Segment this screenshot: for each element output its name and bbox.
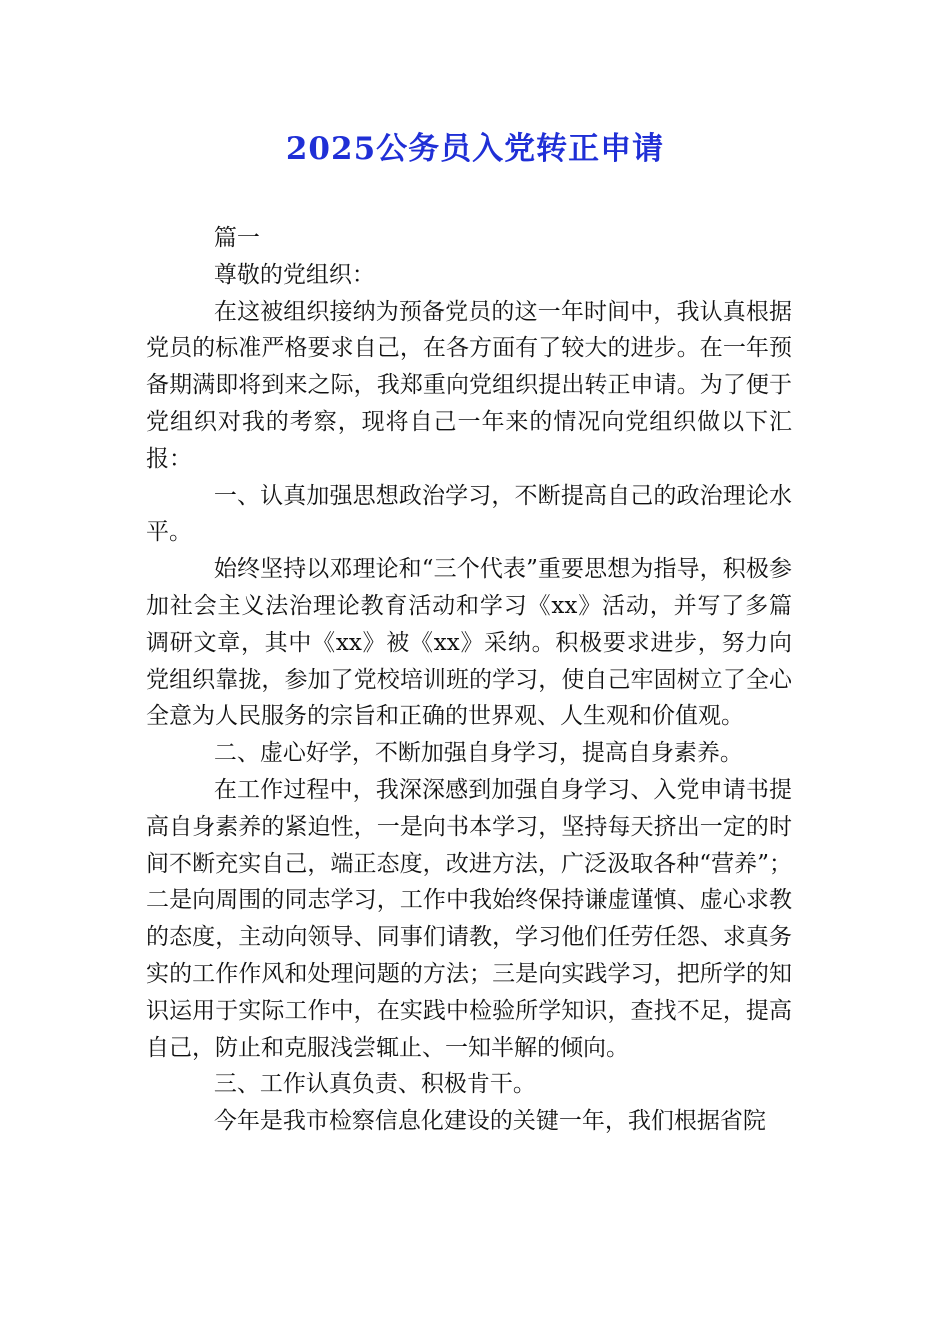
- paragraph-intro: 在这被组织接纳为预备党员的这一年时间中，我认真根据党员的标准严格要求自己，在各方面有了较大的进步。在一年预备期满即将到来之际，我郑重向党组织提出转正申请。为了便于党组织对我的考察，现将自己一年来的情况向党组织做以下汇报：: [146, 298, 792, 472]
- document-body: [146, 220, 792, 1140]
- section-label: 篇一: [213, 225, 260, 251]
- salutation: 尊敬的党组织：: [213, 261, 375, 288]
- document-title: 2025公务员入党转正申请: [285, 131, 665, 167]
- paragraph-section-3: 今年是我市检察信息化建设的关键一年，我们根据省院: [213, 1108, 766, 1135]
- paragraph-section-2: 在工作过程中，我深深感到加强自身学习、入党申请书提高自身素养的紧迫性，一是向书本学习，坚持每天挤出一定的时间不断充实自己，端正态度，改进方法，广泛汲取各种“营养”；二是向周围的同志学习，工作中我始终保持谦虚谨慎、虚心求教的态度，主动向领导、同事们请教，学习他们任劳任怨、求真务实的工作作风和处理问题的方法；三是向实践学习，把所学的知识运用于实际工作中，在实践中检验所学知识，查找不足，提高自己，防止和克服浅尝辄止、一知半解的倾向。: [146, 776, 792, 1061]
- heading-section-1: 一、认真加强思想政治学习，不断提高自己的政治理论水平。: [146, 482, 792, 546]
- paragraph-section-1: 始终坚持以邓理论和“三个代表”重要思想为指导，积极参加社会主义法治理论教育活动和学习《xx》活动，并写了多篇调研文章，其中《xx》被《xx》采纳。积极要求进步，努力向党组织靠拢，参加了党校培训班的学习，使自己牢固树立了全心全意为人民服务的宗旨和正确的世界观、人生观和价值观。: [146, 556, 792, 730]
- heading-section-3: 三、工作认真负责、积极肯干。: [213, 1071, 536, 1098]
- heading-section-2: 二、虚心好学，不断加强自身学习，提高自身素养。: [213, 740, 743, 767]
